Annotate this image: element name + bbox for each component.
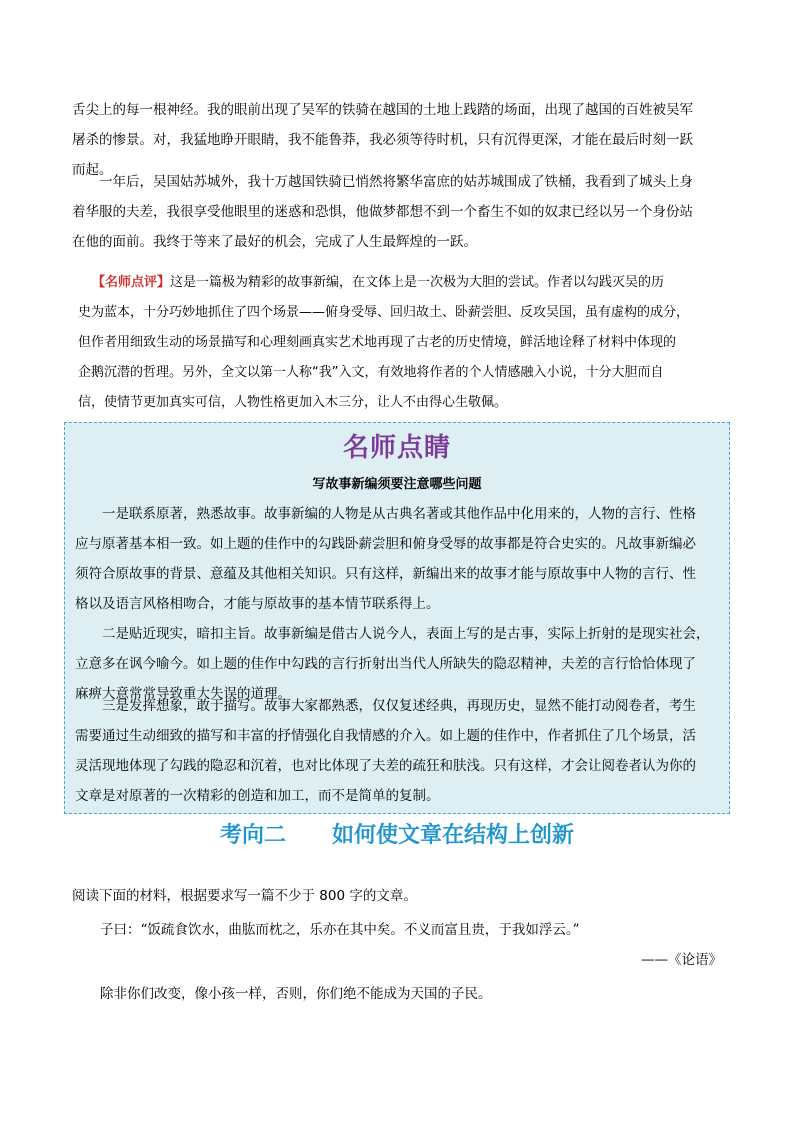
tips-paragraph [75, 499, 715, 619]
text-line: 信，使情节更加真实可信，人物性格更加入木三分，让人不由得心生敬佩。 [78, 395, 508, 410]
text-line: 着华服的夫差，我很享受他眼里的迷惑和恐惧，他做梦都想不到一个畜生不如的奴隶已经以另一个身份站 [72, 204, 693, 220]
text-line: 企鹅沉潜的哲理。另外，全文以第一人称“我”入文，有效地将作者的个人情感融入小说，十分大胆而自 [78, 365, 664, 380]
text-line: 文章是对原著的一次精彩的创造和加工，而不是简单的复制。 [75, 788, 440, 804]
quote-analects: 子曰：“饭疏食饮水，曲肱而枕之，乐亦在其中矣。不义而富且贵，于我如浮云。” [100, 922, 580, 938]
text-line: 三是发挥想象，敢于描写。故事大家都熟悉，仅仅复述经典，再现历史，显然不能打动阅卷者，考生 [102, 698, 696, 714]
text-line: 需要通过生动细致的描写和丰富的抒情强化自我情感的介入。如上题的佳作中，作者抓住了几个场景，活 [75, 728, 696, 744]
task-instruction: 阅读下面的材料，根据要求写一篇不少于 800 字的文章。 [72, 888, 417, 904]
text-line: 灵活现地体现了勾践的隐忍和沉着，也对比体现了夫差的疏狂和肤浅。只有这样，才会让阅卷者认为你的 [75, 758, 696, 774]
tips-box [64, 422, 730, 814]
text-line: 在他的面前。我终于等来了最好的机会，完成了人生最辉煌的一跃。 [72, 234, 477, 250]
section-title: 如何使文章在结构上创新 [332, 823, 575, 848]
text-line: 应与原著基本相一致。如上题的佳作中的勾践卧薪尝胆和俯身受辱的故事都是符合史实的。凡故事新编必 [75, 536, 696, 552]
text-line: 这是一篇极为精彩的故事新编，在文体上是一次极为大胆的尝试。作者以勾践灭吴的历 [170, 275, 665, 290]
teacher-comment [78, 268, 718, 418]
tips-box-subtitle: 写故事新编须要注意哪些问题 [312, 477, 482, 492]
section-label: 考向二 [219, 823, 286, 848]
comment-tag: 【名师点评】 [92, 275, 171, 290]
text-line: 史为蓝本，十分巧妙地抓住了四个场景——俯身受辱、回归故土、卧薪尝胆、反攻吴国，虽有虚构的成分， [78, 305, 690, 320]
quote-second: 除非你们改变，像小孩一样，否则，你们绝不能成为天国的子民。 [100, 986, 492, 1002]
tips-paragraph [75, 691, 715, 811]
text-line: 但作者用细致生动的场景描写和心理刻画真实艺术地再现了古老的历史情境，鲜活地诠释了材料中体现的 [78, 335, 677, 350]
text-line: 格以及语言风格相吻合，才能与原故事的基本情节联系得上。 [75, 596, 440, 612]
text-line: 而起。 [72, 162, 113, 178]
text-line: 立意多在讽今喻今。如上题的佳作中勾践的言行折射出当代人所缺失的隐忍精神，夫差的言行恰恰体现了 [75, 656, 696, 672]
text-line: 一是联系原著，熟悉故事。故事新编的人物是从古典名著或其他作品中化用来的，人物的言行、性格 [102, 506, 696, 522]
story-paragraph [72, 167, 722, 257]
quote-source: ——《论语》 [641, 952, 722, 968]
text-line: 麻痹大意常常导致重大失误的道理。 [75, 686, 291, 702]
tips-box-title: 名师点睛 [342, 433, 451, 463]
text-line: 须符合原故事的背景、意蕴及其他相关知识。只有这样，新编出来的故事才能与原故事中人物的言行、性 [75, 566, 696, 582]
text-line: 屠杀的惨景。对，我猛地睁开眼睛，我不能鲁莽，我必须等待时机，只有沉得更深，才能在最后时刻一跃 [72, 132, 693, 148]
text-line: 舌尖上的每一根神经。我的眼前出现了吴军的铁骑在越国的土地上践踏的场面，出现了越国的百姓被吴军 [72, 102, 693, 118]
text-line: 二是贴近现实，暗扣主旨。故事新编是借古人说今人，表面上写的是古事，实际上折射的是现实社会， [102, 626, 710, 642]
text-line: 一年后，吴国姑苏城外，我十万越国铁骑已悄然将繁华富庶的姑苏城围成了铁桶，我看到了城头上身 [99, 174, 693, 190]
section-heading [0, 818, 794, 849]
